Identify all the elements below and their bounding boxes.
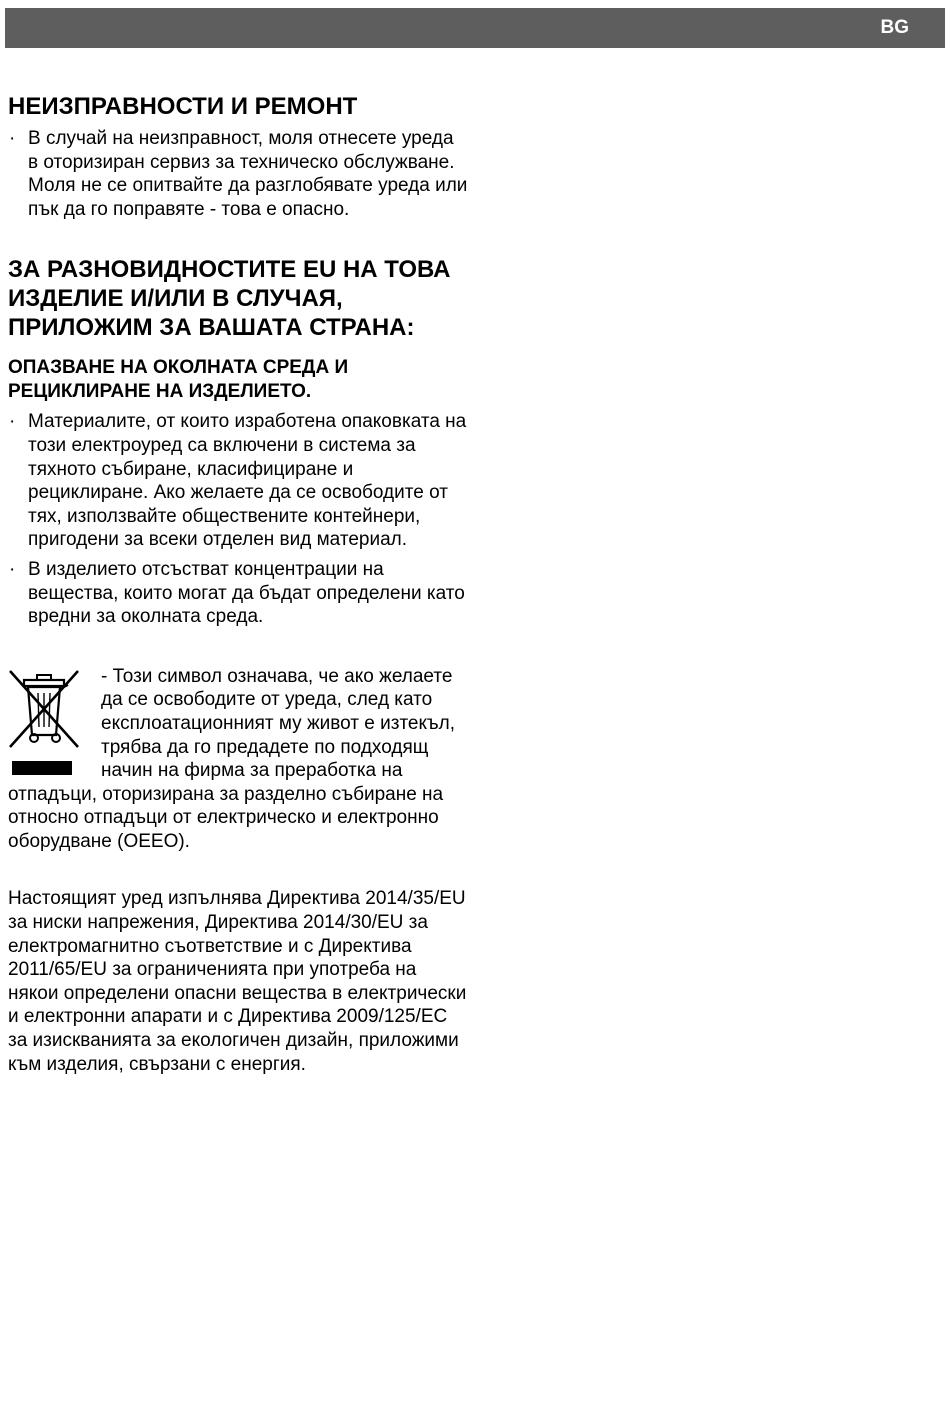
list-item [8, 127, 468, 221]
bullet-icon: · [9, 128, 16, 149]
faults-list [8, 127, 468, 221]
list-item [8, 558, 468, 629]
eu-title: ЗА РАЗНОВИДНОСТИТЕ EU НА ТОВА ИЗДЕЛИЕ И/ИЛИ В СЛУЧАЯ, ПРИЛОЖИМ ЗА ВАШАТА СТРАНА: [8, 256, 451, 342]
environment-subtitle: ОПАЗВАНЕ НА ОКОЛНАТА СРЕДА И РЕЦИКЛИРАНЕ НА ИЗДЕЛИЕТО. [8, 357, 349, 403]
list-item-text: В случай на неизправност, моля отнесете уреда в оторизиран сервиз за техническо обслужване. Моля не се опитвайте да разглобявате уреда или пък да го поправяте - това е опасно. [28, 128, 468, 220]
faults-title: НЕИЗПРАВНОСТИ И РЕМОНТ [8, 93, 358, 120]
page-content [8, 92, 468, 1076]
language-code: BG [880, 17, 909, 38]
environment-list [8, 410, 468, 628]
list-item [8, 410, 468, 552]
weee-notice [8, 665, 468, 854]
weee-text: - Този символ означава, че ако желаете да се освободите от уреда, след като експлоатационният му живот е изтекъл, трябва да го предадете по подходящ начин на фирма за преработка на отпадъци, оторизирана за разделно събиране на относно отпадъци от електрическо и електронно оборудване (ОЕЕО). [8, 665, 456, 852]
header-bar [5, 8, 945, 48]
bullet-icon: · [9, 558, 16, 580]
list-item-text: Материалите, от които изработена опаковката на този електроуред са включени в система за тяхното събиране, класифициране и рециклиране. Ако желаете да се освободите от тях, използвайте обществените контейнери, пригодени за всеки отделен вид материал. [28, 411, 467, 551]
bullet-icon: · [9, 411, 16, 433]
directive-paragraph: Настоящият уред изпълнява Директива 2014/35/EU за ниски напрежения, Директива 2014/30/EU за електромагнитно съответствие и с Директива 2011/65/EU за ограниченията при употреба на някои определени опасни вещества в електрически и електронни апарати и с Директива 2009/125/EC за изискванията за екологичен дизайн, приложими към изделия, свързани с енергия. [8, 888, 467, 1075]
crossed-out-wheelie-bin-icon [8, 665, 80, 777]
list-item-text: В изделието отсъстват концентрации на вещества, които могат да бъдат определени като вредни за околната среда. [28, 558, 465, 628]
